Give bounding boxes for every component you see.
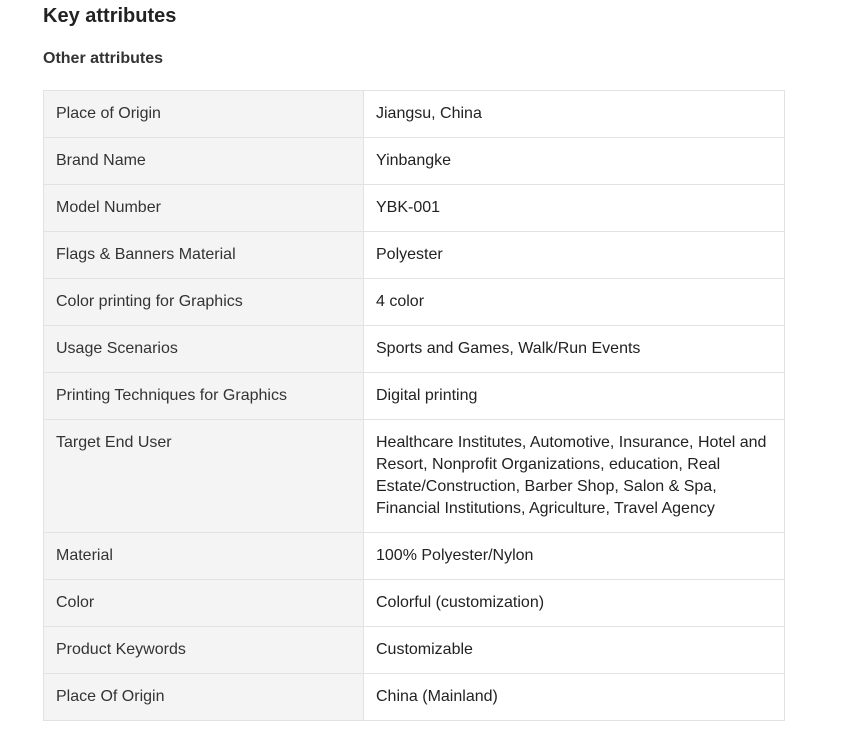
table-row [44,232,785,279]
table-row [44,373,785,420]
table-row [44,185,785,232]
table-row [44,326,785,373]
attribute-name: Product Keywords [44,627,364,674]
attribute-name: Material [44,533,364,580]
table-row [44,279,785,326]
attribute-value: Colorful (customization) [364,580,785,627]
table-row [44,138,785,185]
other-attributes-subtitle: Other attributes [43,50,164,67]
attribute-name: Target End User [44,420,364,533]
table-row [44,420,785,533]
attribute-value: Healthcare Institutes, Automotive, Insurance, Hotel and Resort, Nonprofit Organizations, education, Real Estate/Construction, Barber Shop, Salon & Spa, Financial Institutions, Agriculture, Travel Agency [364,420,785,533]
attribute-name: Model Number [44,185,364,232]
table-row [44,627,785,674]
key-attributes-title: Key attributes [43,5,177,27]
attribute-name: Color printing for Graphics [44,279,364,326]
attribute-name: Place Of Origin [44,674,364,721]
table-row [44,91,785,138]
table-row [44,533,785,580]
attribute-value: 4 color [364,279,785,326]
attribute-value: Yinbangke [364,138,785,185]
table-row [44,674,785,721]
attribute-value: Jiangsu, China [364,91,785,138]
attribute-name: Place of Origin [44,91,364,138]
attribute-value: Sports and Games, Walk/Run Events [364,326,785,373]
attribute-value: China (Mainland) [364,674,785,721]
attribute-value: 100% Polyester/Nylon [364,533,785,580]
attribute-name: Usage Scenarios [44,326,364,373]
attribute-name: Color [44,580,364,627]
attribute-value: Digital printing [364,373,785,420]
attribute-name: Brand Name [44,138,364,185]
attribute-value: Customizable [364,627,785,674]
attribute-name: Printing Techniques for Graphics [44,373,364,420]
attribute-name: Flags & Banners Material [44,232,364,279]
attributes-table [43,90,785,721]
attribute-value: YBK-001 [364,185,785,232]
attribute-value: Polyester [364,232,785,279]
table-row [44,580,785,627]
